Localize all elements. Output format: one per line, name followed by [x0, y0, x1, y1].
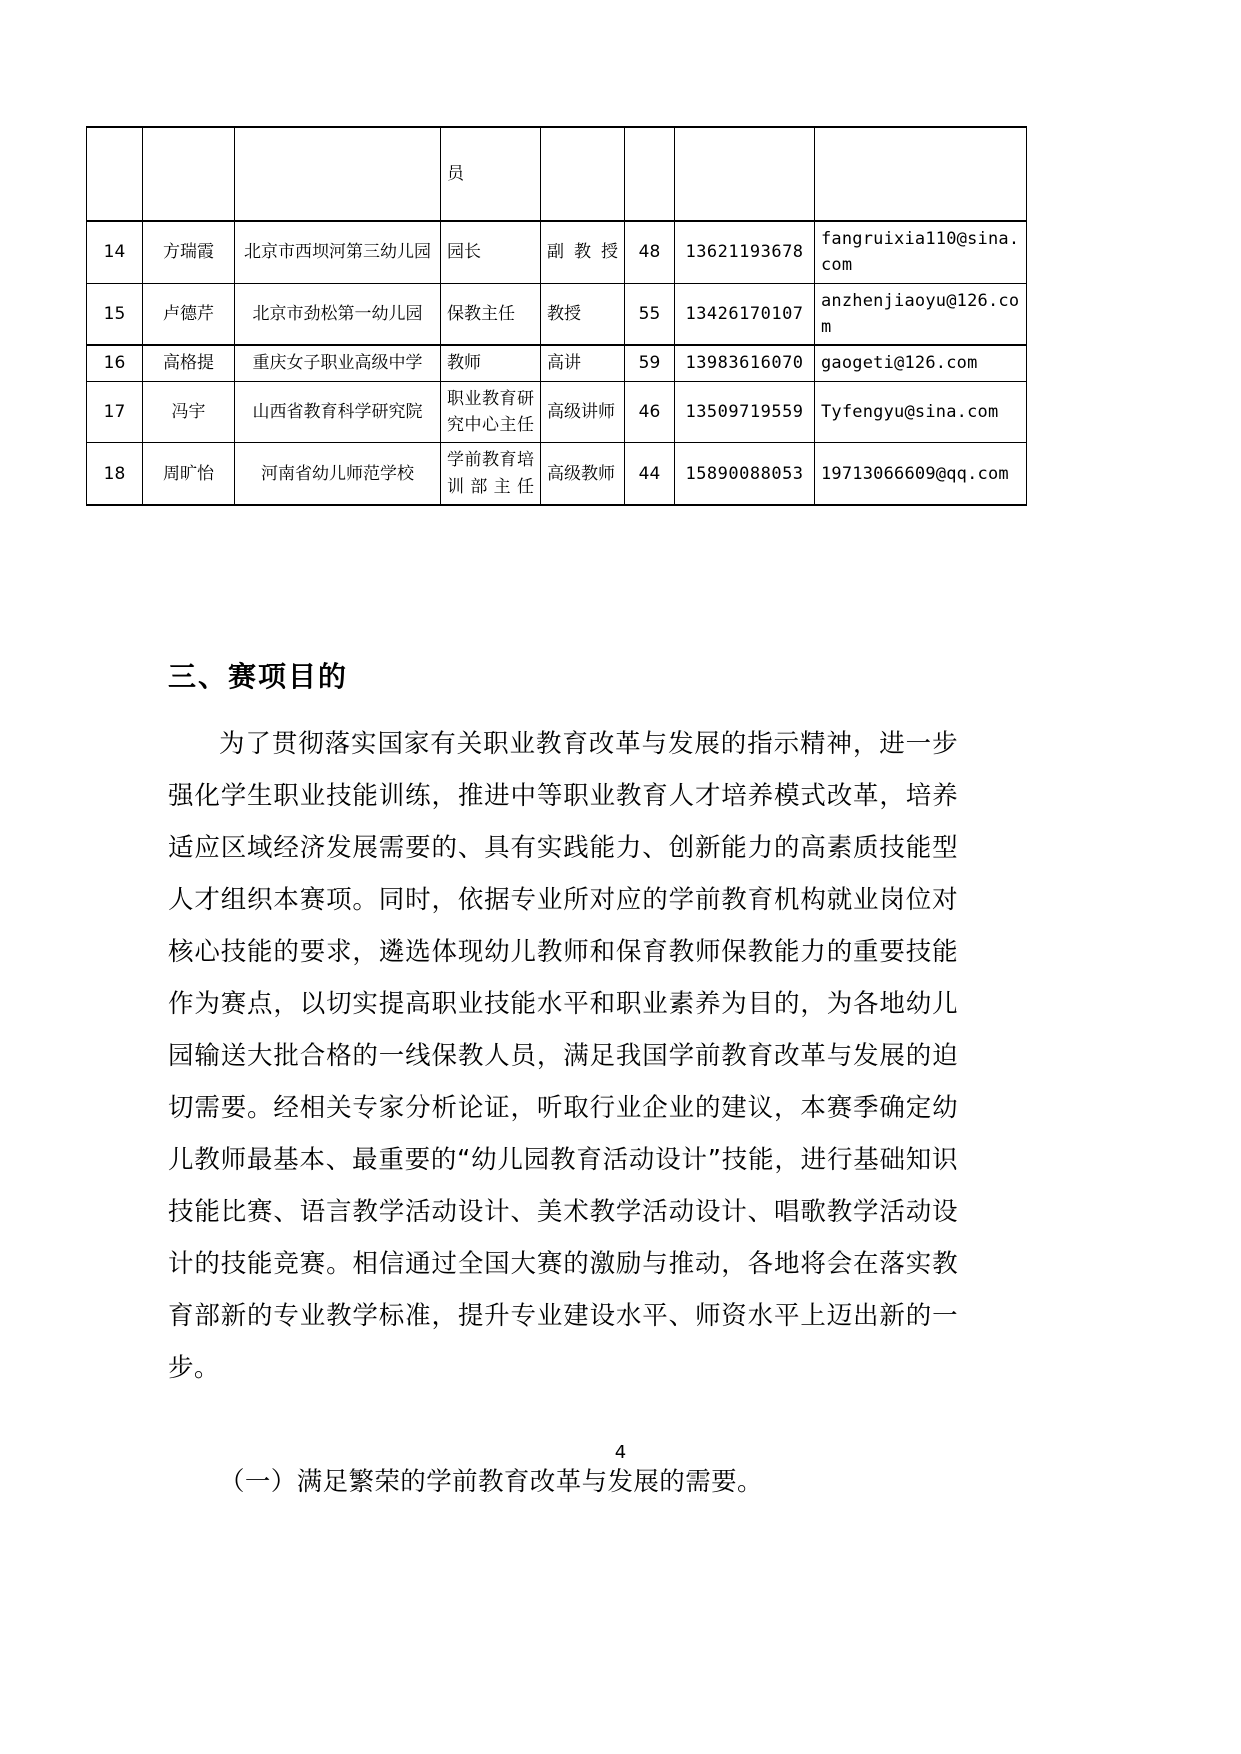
cell-index: 16 — [87, 345, 143, 381]
cell-phone: 13621193678 — [675, 221, 815, 283]
cell-organization: 北京市西坝河第三幼儿园 — [235, 221, 441, 283]
paragraph-purpose: 为了贯彻落实国家有关职业教育改革与发展的指示精神，进一步强化学生职业技能训练，推进中等职业教育人才培养模式改革，培养适应区域经济发展需要的、具有实践能力、创新能力的高素质技能型人才组织本赛项。同时，依据专业所对应的学前教育机构就业岗位对核心技能的要求，遴选体现幼儿教师和保育教师保教能力的重要技能作为赛点，以切实提高职业技能水平和职业素养为目的，为各地幼儿园输送大批合格的一线保教人员，满足我国学前教育改革与发展的迫切需要。经相关专家分析论证，听取行业企业的建议，本赛季确定幼儿教师最基本、最重要的“幼儿园教育活动设计”技能，进行基础知识技能比赛、语言教学活动设计、美术教学活动设计、唱歌教学活动设计的技能竞赛。相信通过全国大赛的激励与推动，各地将会在落实教育部新的专业教学标准，提升专业建设水平、师资水平上迈出新的一步。 — [168, 729, 958, 1383]
cell-index — [87, 127, 143, 221]
cell-phone: 13509719559 — [675, 381, 815, 443]
table-row-continued — [87, 127, 1027, 221]
cell-organization: 重庆女子职业高级中学 — [235, 345, 441, 381]
cell-organization: 河南省幼儿师范学校 — [235, 443, 441, 505]
cell-name: 高格提 — [143, 345, 235, 381]
cell-organization — [235, 127, 441, 221]
cell-email: anzhenjiaoyu@126.com — [815, 283, 1027, 345]
cell-title: 高级讲师 — [541, 381, 625, 443]
cell-index: 14 — [87, 221, 143, 283]
cell-email: fangruixia110@sina.com — [815, 221, 1027, 283]
cell-index: 18 — [87, 443, 143, 505]
cell-age — [625, 127, 675, 221]
cell-title — [541, 127, 625, 221]
table-row — [87, 345, 1027, 381]
cell-age: 59 — [625, 345, 675, 381]
cell-title: 高讲 — [541, 345, 625, 381]
cell-age: 48 — [625, 221, 675, 283]
cell-index: 17 — [87, 381, 143, 443]
cell-name — [143, 127, 235, 221]
cell-email: gaogeti@126.com — [815, 345, 1027, 381]
cell-title: 高级教师 — [541, 443, 625, 505]
cell-name: 方瑞霞 — [143, 221, 235, 283]
section-heading: 三、赛项目的 — [168, 660, 349, 693]
cell-name: 周旷怡 — [143, 443, 235, 505]
body-content — [168, 718, 958, 1508]
cell-post: 职业教育研究中心主任 — [441, 381, 541, 443]
cell-phone: 15890088053 — [675, 443, 815, 505]
cell-title: 教授 — [541, 283, 625, 345]
cell-post: 员 — [441, 127, 541, 221]
page-number: 4 — [614, 1442, 627, 1463]
cell-email: 19713066609@qq.com — [815, 443, 1027, 505]
expert-roster-table — [86, 126, 1027, 506]
cell-post: 园长 — [441, 221, 541, 283]
cell-age: 55 — [625, 283, 675, 345]
paragraph-subsection-one: （一）满足繁荣的学前教育改革与发展的需要。 — [219, 1467, 763, 1497]
cell-name: 卢德芹 — [143, 283, 235, 345]
expert-roster-table-wrapper — [86, 126, 1026, 506]
cell-email: Tyfengyu@sina.com — [815, 381, 1027, 443]
cell-post: 教师 — [441, 345, 541, 381]
cell-index: 15 — [87, 283, 143, 345]
cell-name: 冯宇 — [143, 381, 235, 443]
table-row — [87, 443, 1027, 505]
table-row — [87, 283, 1027, 345]
cell-phone — [675, 127, 815, 221]
table-row — [87, 221, 1027, 283]
cell-organization: 北京市劲松第一幼儿园 — [235, 283, 441, 345]
cell-age: 44 — [625, 443, 675, 505]
cell-post: 保教主任 — [441, 283, 541, 345]
cell-phone: 13426170107 — [675, 283, 815, 345]
cell-post: 学前教育培训部主任 — [441, 443, 541, 505]
cell-email — [815, 127, 1027, 221]
cell-organization: 山西省教育科学研究院 — [235, 381, 441, 443]
cell-title: 副教授 — [541, 221, 625, 283]
table-row — [87, 381, 1027, 443]
cell-phone: 13983616070 — [675, 345, 815, 381]
cell-age: 46 — [625, 381, 675, 443]
